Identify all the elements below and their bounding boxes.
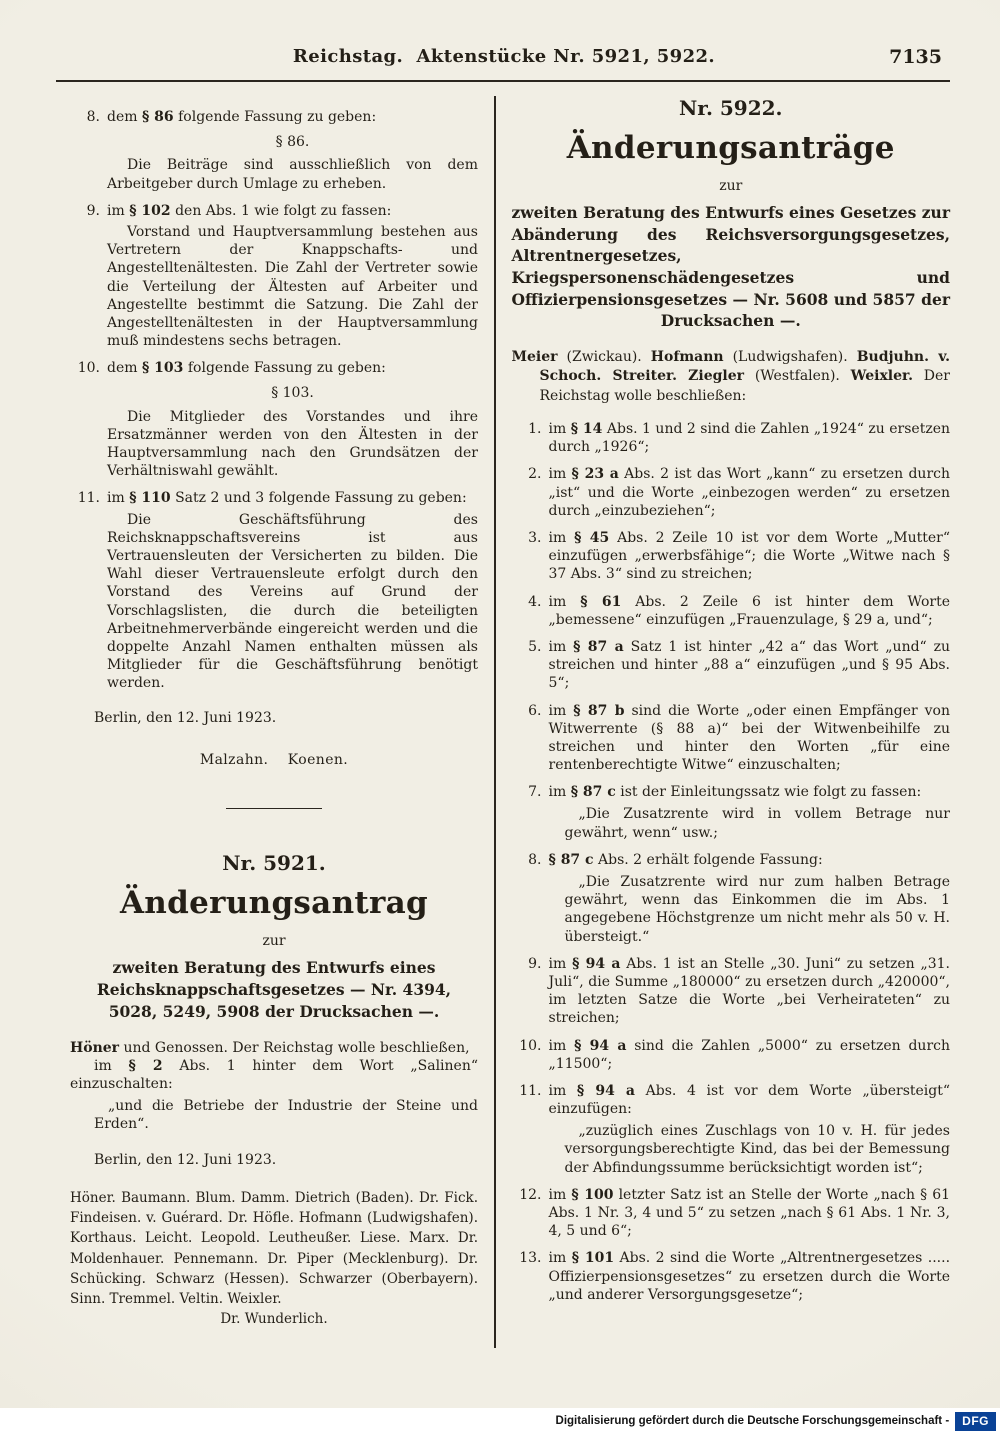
signatories-list: Höner. Baumann. Blum. Damm. Dietrich (Baden). Dr. Fick. Findeisen. v. Guérard. Dr. Höfle. Hofmann (Ludwigshafen). Korthaus. Leicht. Leopold. Leutheußer. Liese. Marx. Dr. Moldenhauer. Pennemann. Dr. Piper (Mecklenburg). Dr. Schücking. Schwarz (Hessen). Schwarzer (Oberbayern). Sinn. Tremmel. Veltin. Weixler.: [70, 1189, 478, 1308]
document-5922-heading: [512, 96, 951, 332]
item-number: 9.: [86, 202, 100, 219]
motion-quote: „und die Betriebe der Industrie der Steine und Erden“.: [94, 1097, 478, 1133]
text-segment: § 87 b: [573, 702, 625, 719]
item-text: [549, 1249, 951, 1304]
text-segment: im: [94, 1057, 129, 1074]
text-segment: im: [548, 784, 571, 801]
amendment-list-5922: [512, 420, 951, 1304]
item-body: [542, 529, 951, 584]
item-body: [542, 1037, 951, 1073]
text-segment: Abs. 1 und 2 sind die Zahlen „1924“ zu ersetzen durch „1926“;: [548, 421, 951, 456]
text-segment: (Zwickau).: [557, 349, 651, 366]
amendment-list-continued: [70, 108, 478, 692]
amendment-item: [70, 359, 478, 480]
amendment-item: [512, 1249, 951, 1304]
text-segment: den Abs. 1 wie folgt zu fassen:: [170, 202, 392, 219]
item-number: 11.: [77, 490, 100, 507]
item-number: 2.: [528, 466, 542, 483]
date-line-5921: Berlin, den 12. Juni 1923.: [94, 1151, 277, 1168]
item-number: 4.: [528, 593, 542, 610]
digitization-footer: [0, 1408, 1000, 1434]
item-center: § 103.: [271, 385, 314, 402]
digitization-attribution: Digitalisierung gefördert durch die Deutsche Forschungsgemeinschaft -: [555, 1415, 950, 1427]
text-segment: Satz 1 ist hinter „42 a“ das Wort „und“ zu streichen und hinter „88 a“ einzufügen „und § 95 Abs. 5“;: [548, 638, 950, 692]
text-segment: im: [548, 421, 571, 438]
text-segment: im: [548, 530, 575, 546]
text-segment: § 94 a: [572, 955, 621, 972]
doc-subtitle-5921: zweiten Beratung des Entwurfs eines Reichsknappschaftsgesetzes — Nr. 4394, 5028, 5249, 5908 der Drucksachen —.: [96, 958, 452, 1021]
item-text: [549, 593, 951, 629]
text-segment: Abs. 1 hinter dem Wort „Salinen“ einzuschalten:: [70, 1057, 479, 1093]
text-segment: Abs. 4 ist vor dem Worte „übersteigt“ einzufügen:: [548, 1082, 951, 1118]
text-segment: folgende Fassung zu geben:: [183, 360, 386, 377]
doc-subtitle-5922: zweiten Beratung des Entwurfs eines Gesetzes zur Abänderung des Reichsversorgungsgesetzes, Altrentnergesetzes, Kriegspersonenschädengesetzes und Offizierpensionsgesetzes — Nr. 5608 und 5857 der Drucksachen —.: [511, 203, 950, 331]
item-number: 9.: [528, 955, 542, 972]
item-para: Die Beiträge sind ausschließlich von dem Arbeitgeber durch Umlage zu erheben.: [107, 157, 478, 192]
text-segment: im: [548, 1186, 572, 1203]
document-5921-heading: [70, 851, 478, 1022]
item-text: [549, 955, 951, 1028]
item-body: [100, 202, 478, 351]
item-number: 12.: [519, 1186, 542, 1203]
text-segment: Abs. 2 ist das Wort „kann“ zu ersetzen durch „ist“ und die Worte „einbezogen werden“ zu ersetzen durch „einzubeziehen“;: [548, 466, 950, 519]
motion-clause: [70, 1057, 478, 1094]
item-para: Die Mitglieder des Vorstandes und ihre Ersatzmänner werden von den Ältesten in der Hauptversammlung nach den Grundsätzen der Verhältniswahl gewählt.: [107, 408, 478, 480]
text-segment: § 86: [141, 109, 174, 125]
text-segment: folgende Fassung zu geben:: [173, 109, 377, 125]
two-column-layout: [58, 94, 950, 1348]
text-segment: und Genossen. Der Reichstag wolle beschließen,: [119, 1039, 470, 1056]
text-segment: (Ludwigshafen).: [723, 349, 857, 366]
text-segment: Budjuhn. v. Schoch. Streiter. Ziegler: [539, 349, 950, 385]
item-body: [542, 1249, 951, 1304]
text-segment: Abs. 2 Zeile 6 ist hinter dem Worte „bemessene“ einzufügen „Frauenzulage, § 29 a, und“;: [548, 593, 950, 628]
text-segment: § 110: [129, 490, 171, 507]
page-number: 7135: [889, 46, 942, 68]
text-segment: im: [548, 1250, 572, 1267]
item-para: Vorstand und Hauptversammlung bestehen aus Vertretern der Knappschafts- und Angestelltenältesten. Die Zahl der Vertreter sowie die Verteilung der Ältesten auf Arbeiter und Angestellte bestimmt die Satzung. Die Zahl der Angestelltenältesten in der Hauptversammlung muß mindestens sechs betragen.: [107, 223, 478, 350]
amendment-item: [512, 1037, 951, 1073]
item-body: [542, 851, 951, 946]
item-text: [107, 108, 478, 126]
header-rule: [56, 80, 950, 82]
text-segment: dem: [107, 109, 142, 125]
item-number: 5.: [528, 638, 542, 655]
text-segment: sind die Worte „oder einen Empfänger von Witwerrente (§ 88 a)“ bei der Witwenbeihilfe zu streichen und hinter den Worten „für eine rentenberechtigte Witwe“ einzuschalten;: [548, 702, 951, 774]
text-segment: § 94 a: [576, 1082, 635, 1099]
item-text: [549, 1082, 951, 1118]
item-body: [542, 638, 951, 693]
item-body: [542, 420, 951, 456]
item-number: 11.: [519, 1082, 542, 1099]
right-column: [496, 94, 951, 1348]
amendment-item: [512, 702, 951, 775]
item-text: [107, 359, 478, 377]
item-body: [542, 1186, 951, 1241]
item-number: 1.: [528, 421, 542, 438]
text-segment: Abs. 2 sind die Worte „Altrentnergesetzes ..... Offizierpensionsgesetzes“ zu ersetzen durch die Worte „und anderer Versorgungsgesetze“;: [548, 1250, 951, 1303]
item-text: [549, 851, 951, 869]
amendment-item: [70, 489, 478, 692]
text-segment: ist der Einleitungssatz wie folgt zu fassen:: [615, 784, 922, 801]
item-quote: „Die Zusatzrente wird in vollem Betrage nur gewährt, wenn“ usw.;: [564, 806, 950, 841]
amendment-item: [70, 108, 478, 193]
item-text: [107, 489, 478, 507]
text-segment: § 2: [128, 1057, 163, 1074]
item-text: [549, 465, 951, 520]
item-number: 10.: [519, 1037, 542, 1054]
doc-number-5922: Nr. 5922.: [678, 96, 783, 120]
amendment-item: [512, 1186, 951, 1241]
text-segment: § 23 a: [571, 466, 619, 483]
header-title: Reichstag. Aktenstücke Nr. 5921, 5922.: [292, 46, 716, 67]
text-segment: letzter Satz ist an Stelle der Worte „nach § 61 Abs. 1 Nr. 3, 4 und 5“ zu setzen „nach § 61 Abs. 1 Nr. 3, 4, 5 und 6“;: [548, 1186, 951, 1240]
text-segment: § 103: [141, 360, 184, 377]
item-text: [549, 702, 951, 775]
item-quote: „Die Zusatzrente wird nur zum halben Betrage gewährt, wenn das Einkommen die im Abs. 1 angegebene Höchstgrenze um nicht mehr als 50 v. H. übersteigt.“: [564, 874, 950, 945]
item-body: [100, 489, 478, 692]
item-number: 3.: [528, 530, 542, 546]
signatures: Malzahn. Koenen.: [199, 752, 349, 769]
text-segment: dem: [107, 360, 142, 377]
item-number: 8.: [86, 109, 100, 125]
item-body: [542, 702, 951, 775]
text-segment: § 87 c: [548, 851, 594, 868]
text-segment: Meier: [511, 349, 558, 366]
dfg-logo: DFG: [955, 1412, 996, 1431]
amendment-item: [512, 851, 951, 946]
doc-zur-label: zur: [262, 933, 286, 950]
text-segment: im: [548, 593, 581, 610]
amendment-item: [512, 420, 951, 456]
item-text: [549, 1186, 951, 1241]
text-segment: Abs. 2 Zeile 10 ist vor dem Worte „Mutter“ einzufügen „erwerbsfähige“; die Worte „Witwe nach § 37 Abs. 3“ sind zu streichen;: [548, 530, 950, 583]
section-divider: [226, 808, 322, 809]
amendment-item: [512, 638, 951, 693]
item-number: 8.: [528, 851, 542, 868]
page-header: [60, 46, 948, 72]
item-number: 13.: [519, 1250, 542, 1267]
amendment-item: [512, 593, 951, 629]
doc-title-5922: Änderungsanträge: [566, 130, 895, 166]
amendment-item: [512, 955, 951, 1028]
text-segment: im: [548, 1037, 575, 1054]
text-segment: Abs. 2 erhält folgende Fassung:: [593, 851, 823, 868]
text-segment: Abs. 1 ist an Stelle „30. Juni“ zu setzen „31. Juli“, die Summe „180000“ zu ersetzen durch „420000“, im letzten Satze die Worte „bei Verheirateten“ zu streichen;: [548, 955, 950, 1027]
text-segment: § 61: [580, 593, 622, 610]
item-body: [542, 955, 951, 1028]
text-segment: § 14: [570, 421, 603, 438]
text-segment: im: [548, 955, 573, 972]
text-segment: im: [548, 1082, 577, 1099]
text-segment: § 87 c: [570, 784, 616, 801]
text-segment: § 100: [571, 1186, 614, 1203]
item-text: [549, 638, 951, 693]
item-body: [100, 359, 478, 480]
item-para: Die Geschäftsführung des Reichsknappschaftsvereins ist aus Vertrauensleuten der Versicherten zu bilden. Die Wahl dieser Vertrauensleute erfolgt durch den Vorstand des Vereins auf Grund der Vorschlagslisten, die durch die beteiligten Arbeitnehmerverbände eingereicht werden und die doppelte Anzahl Namen enthalten müssen als Mitglieder für die Geschäftsführung benötigt werden.: [107, 511, 478, 692]
doc-zur-label: zur: [719, 178, 743, 194]
item-quote: „zuzüglich eines Zuschlags von 10 v. H. für jedes versorgungsberechtigte Kind, das bei der Bemessung der Abfindungssumme berücksichtigt worden ist“;: [564, 1123, 950, 1176]
text-segment: Höner: [70, 1039, 120, 1056]
item-text: [549, 420, 951, 456]
amendment-item: [512, 1082, 951, 1177]
item-body: [542, 593, 951, 629]
amendment-item: [70, 202, 478, 351]
text-segment: (Westfalen).: [744, 368, 851, 385]
item-text: [549, 529, 951, 584]
signatories-last: Dr. Wunderlich.: [220, 1311, 328, 1328]
text-segment: im: [548, 466, 572, 483]
text-segment: § 101: [571, 1250, 615, 1267]
amendment-item: [512, 529, 951, 584]
text-segment: sind die Zahlen „5000“ zu ersetzen durch „11500“;: [548, 1037, 950, 1072]
item-text: [107, 202, 478, 220]
amendment-item: [512, 465, 951, 520]
text-segment: Satz 2 und 3 folgende Fassung zu geben:: [170, 490, 467, 507]
sponsors-line: [512, 348, 951, 406]
item-number: 6.: [528, 702, 542, 719]
amendment-item: [512, 783, 951, 842]
text-segment: Der Reichstag wolle beschließen:: [539, 368, 950, 404]
text-segment: im: [548, 638, 574, 655]
item-body: [542, 783, 951, 842]
text-segment: § 94 a: [574, 1037, 627, 1054]
item-number: 7.: [528, 784, 542, 801]
text-segment: § 87 a: [573, 638, 624, 655]
text-segment: Hofmann: [650, 349, 724, 366]
item-body: [542, 465, 951, 520]
doc-title-5921: Änderungsantrag: [119, 885, 429, 922]
text-segment: im: [107, 490, 130, 507]
motion-intro: [70, 1039, 478, 1057]
item-text: [549, 783, 951, 801]
text-segment: Weixler.: [850, 368, 913, 385]
item-body: [542, 1082, 951, 1177]
left-column: [58, 94, 494, 1348]
item-text: [549, 1037, 951, 1073]
doc-number-5921: Nr. 5921.: [222, 851, 326, 876]
text-segment: im: [548, 702, 574, 719]
item-center: § 86.: [275, 134, 310, 151]
date-line: Berlin, den 12. Juni 1923.: [94, 710, 277, 727]
item-number: 10.: [77, 360, 100, 377]
text-segment: § 45: [574, 530, 610, 546]
text-segment: im: [107, 202, 130, 219]
item-body: [100, 108, 478, 193]
text-segment: § 102: [129, 202, 171, 219]
